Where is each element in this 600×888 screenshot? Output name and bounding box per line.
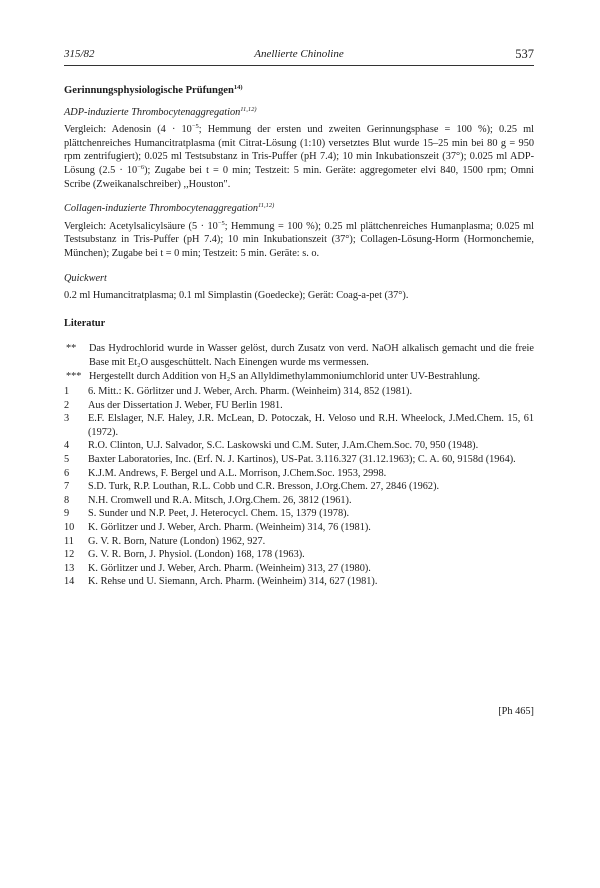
reference-number: 3 (64, 413, 70, 425)
reference-text: N.H. Cromwell und R.A. Mitsch, J.Org.Chem. 26, 3812 (1961). (88, 494, 352, 506)
paragraph-adp-c: ); Zugabe bei t = 0 min; Testzeit: 5 min. Geräte: aggregometer elvi 840, 1500 rpm; Omni Scribe (Zweikanalschreiber) ,,Houston". (64, 164, 534, 190)
reference-text: Baxter Laboratories, Inc. (Erf. N. J. Kartinos), US-Pat. 3.116.327 (31.12.1963); C. A. 60, 9158d (1964). (88, 454, 516, 466)
section-title-text: Gerinnungsphysiologische Prüfungen (64, 85, 234, 96)
reference-number: 8 (64, 494, 70, 506)
reference-number: 1 (64, 386, 70, 398)
reference-number: 12 (64, 549, 75, 561)
paragraph-adp (64, 123, 534, 191)
reference-text: K. Görlitzer und J. Weber, Arch. Pharm. (Weinheim) 313, 27 (1980). (88, 562, 371, 574)
paragraph-adp-exp1: −5 (191, 123, 199, 131)
reference-text: S. Sunder und N.P. Peet, J. Heterocycl. Chem. 15, 1379 (1978). (88, 508, 350, 520)
reference-item (64, 453, 534, 467)
paragraph-adp-b: ; Hemmung der ersten und zweiten Gerinnungsphase = 100 %); 0.25 ml plättchenreiches Humancitratplasma (mit Citrat-Lösung (1:10) versetztes Blut wurde 15–25 min bei 80 g = 950 rpm zentrifugiert); 0.025 ml Testsubstanz in Tris-Puffer (pH 7.4); 10 min Inkubationszeit (37°); 0.025 ml ADP-Lösung (2.5 · 10 (64, 124, 534, 176)
reference-item (64, 494, 534, 508)
subheading-adp (64, 106, 534, 120)
header-rule (64, 65, 534, 66)
reference-item (64, 562, 534, 576)
footnote-text: Das Hydrochlorid wurde in Wasser gelöst, durch Zusatz von verd. NaOH alkalisch gemacht und die freie Base mit Et₂O ausgeschüttelt. Nach Einengen wurde ms vermessen. (89, 343, 534, 368)
reference-text: Aus der Dissertation J. Weber, FU Berlin 1981. (88, 399, 283, 411)
paragraph-adp-a: Vergleich: Adenosin (4 · 10 (64, 124, 192, 136)
paragraph-collagen-exp: −5 (217, 219, 225, 227)
reference-number: 5 (64, 454, 70, 466)
main-content (64, 84, 534, 589)
page-number: 537 (515, 47, 534, 61)
paragraph-collagen (64, 220, 534, 261)
reference-text: G. V. R. Born, Nature (London) 1962, 927. (88, 535, 266, 547)
running-header (64, 48, 534, 64)
reference-text: G. V. R. Born, J. Physiol. (London) 168, 178 (1963). (88, 549, 305, 561)
subheading-adp-footnote: 11,12) (240, 105, 257, 113)
subheading-quickwert: Quickwert (64, 272, 107, 284)
reference-item (64, 535, 534, 549)
header-journal-ref: 315/82 (64, 48, 95, 60)
subheading-collagen-footnote: 11,12) (258, 202, 275, 210)
reference-text: S.D. Turk, R.P. Louthan, R.L. Cobb und C.R. Bresson, J.Org.Chem. 27, 2846 (1962). (88, 481, 440, 493)
reference-number: 14 (64, 576, 75, 588)
reference-item (64, 412, 534, 439)
subheading-adp-text: ADP-induzierte Thrombocytenaggregation (64, 106, 241, 118)
reference-number: 6 (64, 467, 70, 479)
reference-number: 7 (64, 481, 70, 493)
reference-text: R.O. Clinton, U.J. Salvador, S.C. Laskowski und C.M. Suter, J.Am.Chem.Soc. 70, 950 (1948). (88, 440, 479, 452)
reference-item (64, 507, 534, 521)
reference-number: 10 (64, 522, 75, 534)
subheading-collagen (64, 202, 534, 216)
footnote-mark: *** (66, 370, 82, 382)
reference-text: K. Rehse und U. Siemann, Arch. Pharm. (Weinheim) 314, 627 (1981). (88, 576, 378, 588)
section-title-footnote: 14) (233, 84, 243, 91)
header-title: Anellierte Chinoline (254, 48, 344, 60)
reference-number: 13 (64, 562, 75, 574)
reference-number: 4 (64, 440, 70, 452)
reference-text: E.F. Elslager, N.F. Haley, J.R. McLean, D. Potoczak, H. Veloso und R.H. Wheelock, J.Med.Chem. 15, 61 (1972). (88, 413, 534, 438)
reference-list (64, 385, 534, 589)
reference-text: K. Görlitzer und J. Weber, Arch. Pharm. (Weinheim) 314, 76 (1981). (88, 522, 371, 534)
section-title (64, 84, 534, 98)
reference-item (64, 385, 534, 399)
footnote-item (64, 370, 534, 384)
reference-item (64, 548, 534, 562)
footnote-text: Hergestellt durch Addition von H₂S an Allyldimethylammoniumchlorid unter UV-Bestrahlung. (89, 370, 481, 382)
footer-tag: [Ph 465] (498, 706, 534, 717)
subheading-collagen-text: Collagen-induzierte Thrombocytenaggregation (64, 203, 258, 215)
reference-item (64, 439, 534, 453)
paragraph-quickwert: 0.2 ml Humancitratplasma; 0.1 ml Simplastin (Goedecke); Gerät: Coag-a-pet (37°). (64, 290, 409, 302)
reference-text: 6. Mitt.: K. Görlitzer und J. Weber, Arch. Pharm. (Weinheim) 314, 852 (1981). (88, 386, 413, 398)
paragraph-collagen-a: Vergleich: Acetylsalicylsäure (5 · 10 (64, 220, 218, 232)
reference-item (64, 467, 534, 481)
reference-number: 9 (64, 508, 70, 520)
footnote-item (64, 342, 534, 369)
footnote-mark: ** (66, 343, 77, 355)
reference-item (64, 480, 534, 494)
paragraph-adp-exp2: −6 (137, 163, 145, 171)
footnotes (64, 342, 534, 383)
paragraph-collagen-b: ; Hemmung = 100 %); 0.25 ml plättchenreiches Humanplasma; 0.025 ml Testsubstanz in Tris-Puffer (pH 7.4); 10 min Inkubationszeit (37°); Collagen-Lösung-Horm (Hormonchemie, München); Zugabe bei t = 0 min; Testzeit: 5 min. Geräte: s. o. (64, 220, 534, 259)
reference-item (64, 521, 534, 535)
reference-item (64, 575, 534, 589)
reference-number: 11 (64, 535, 74, 547)
reference-item (64, 399, 534, 413)
reference-text: K.J.M. Andrews, F. Bergel und A.L. Morrison, J.Chem.Soc. 1953, 2998. (88, 467, 387, 479)
reference-number: 2 (64, 399, 70, 411)
literatur-heading: Literatur (64, 317, 106, 329)
